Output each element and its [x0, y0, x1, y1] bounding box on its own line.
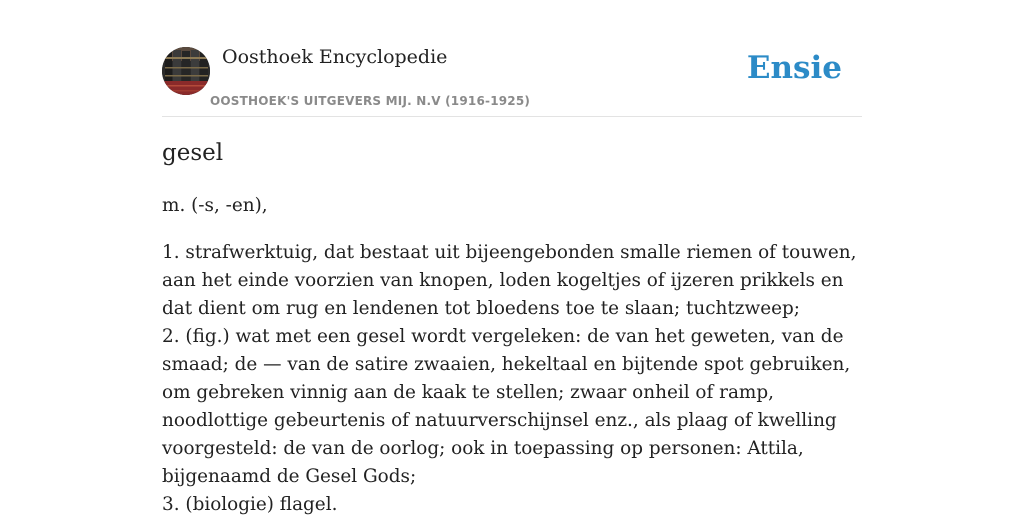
book-spines-icon[interactable]: [162, 47, 210, 95]
headword-title: gesel: [162, 140, 224, 166]
sense-item: 3. (biologie) flagel.: [162, 494, 338, 515]
header: [162, 0, 862, 117]
brand-logo[interactable]: Ensie: [746, 50, 842, 86]
sense-list: [162, 239, 862, 519]
page: [162, 0, 862, 515]
sense-item: 2. (fig.) wat met een gesel wordt vergeleken: de van het geweten, van de smaad; de — van de satire zwaaien, hekeltaal en bijtende spot gebruiken, om gebreken vinnig aan de kaak te stellen; zwaar onheil of ramp, noodlottige gebeurtenis of natuurverschijnsel enz., als plaag of kwelling voorgesteld: de van de oorlog; ook in toepassing op personen: Attila, bijgenaamd de Gesel Gods;: [162, 326, 851, 487]
sense-item: 1. strafwerktuig, dat bestaat uit bijeengebonden smalle riemen of touwen, aan het einde voorzien van knopen, loden kogeltjes of ijzeren prikkels en dat dient om rug en lendenen tot bloedens toe te slaan; tuchtzweep;: [162, 242, 857, 319]
entry-content: [162, 192, 862, 519]
grammar-info: m. (-s, -en),: [162, 195, 268, 216]
site-title[interactable]: Oosthoek Encyclopedie: [222, 46, 448, 68]
publisher-label: OOSTHOEK'S UITGEVERS MIJ. N.V (1916-1925): [210, 94, 531, 108]
book-spines-graphic: [162, 47, 210, 95]
